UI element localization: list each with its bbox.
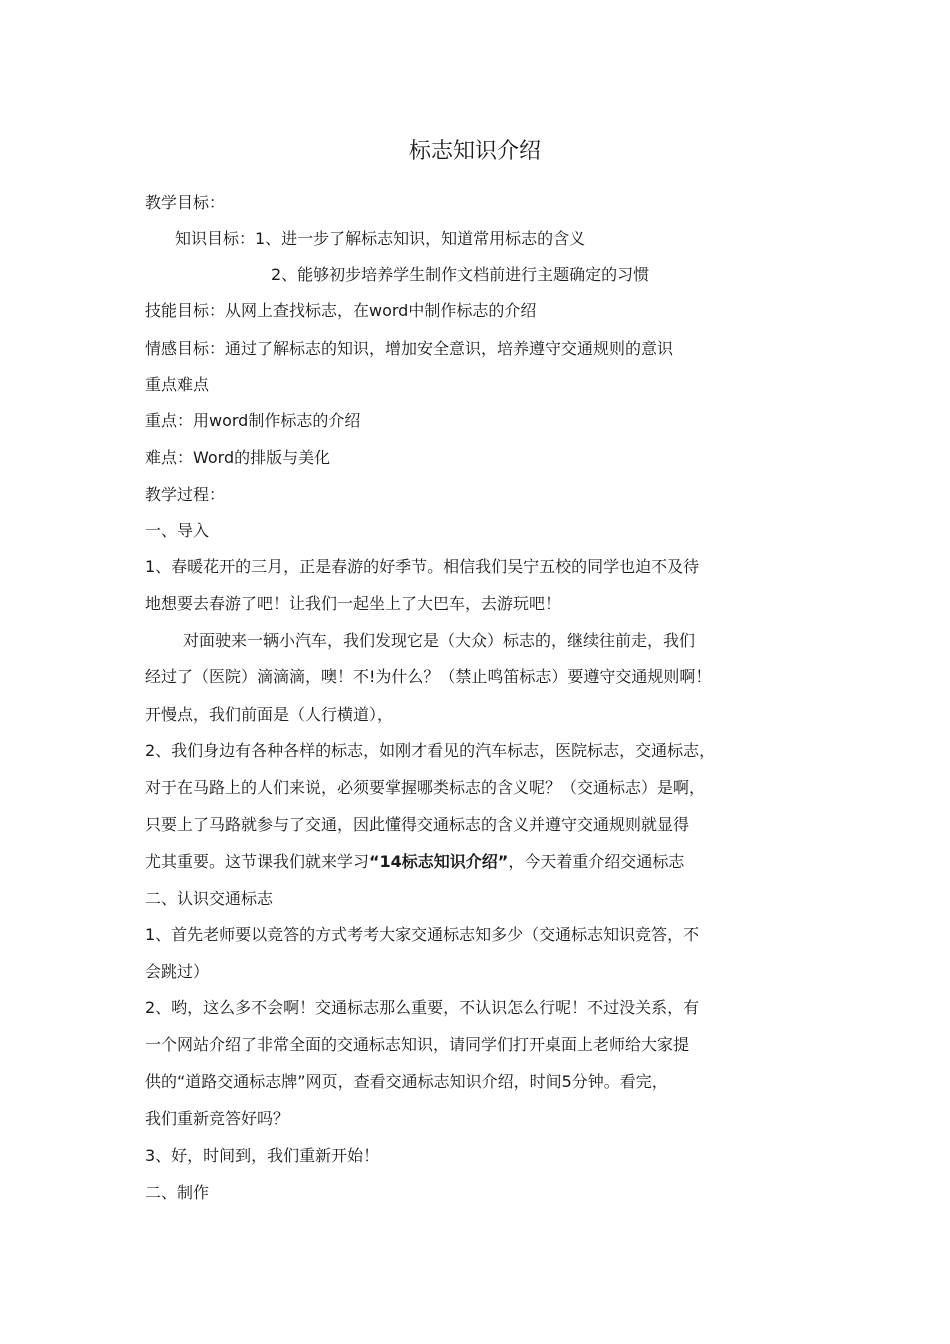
knowledge-objective-2: 2、能够初步培养学生制作文档前进行主题确定的习惯 [271,265,650,284]
section-heading-process: 教学过程： [145,485,226,504]
paragraph-line: 2、哟，这么多不会啊！交通标志那么重要，不认识怎么行呢！不过没关系，有 [145,998,700,1017]
emphasis-paragraph-line [145,851,825,873]
paragraph-line: 会跳过） [145,962,210,981]
paragraph-line: 对面驶来一辆小汽车，我们发现它是（大众）标志的，继续往前走，我们 [183,631,696,650]
paragraph-line: 1、春暖花开的三月，正是春游的好季节。相信我们吴宁五校的同学也迫不及待 [145,557,700,576]
skill-objective: 技能目标：从网上查找标志，在word中制作标志的介绍 [145,301,537,320]
section-heading-objectives: 教学目标： [145,193,226,212]
paragraph-line: 开慢点，我们前面是（人行横道）， [145,705,394,724]
paragraph-line: 3、好，时间到，我们重新开始！ [145,1146,380,1165]
paragraph-line: 经过了（医院）滴滴滴，噢！不!为什么？（禁止鸣笛标志）要遵守交通规则啊！ [145,667,712,686]
paragraph-line: 供的“道路交通标志牌”网页，查看交通标志知识介绍，时间5分钟。看完， [145,1072,668,1091]
emphasis-text-before: 尤其重要。这节课我们就来学习 [145,852,370,871]
paragraph-line: 1、首先老师要以竞答的方式考考大家交通标志知多少（交通标志知识竞答，不 [145,925,700,944]
difficult-point: 难点：Word的排版与美化 [145,448,331,467]
paragraph-line: 对于在马路上的人们来说，必须要掌握哪类标志的含义呢？（交通标志）是啊， [145,778,706,797]
knowledge-objective-1: 知识目标：1、进一步了解标志知识，知道常用标志的含义 [175,229,586,248]
paragraph-line: 一个网站介绍了非常全面的交通标志知识，请同学们打开桌面上老师给大家提 [145,1035,690,1054]
paragraph-line: 地想要去春游了吧！让我们一起坐上了大巴车，去游玩吧！ [145,594,562,613]
section-heading-traffic-signs: 二、认识交通标志 [145,889,274,908]
paragraph-line: 2、我们身边有各种各样的标志，如刚才看见的汽车标志，医院标志，交通标志， [145,741,716,760]
key-point: 重点：用word制作标志的介绍 [145,411,361,430]
paragraph-line: 只要上了马路就参与了交通，因此懂得交通标志的含义并遵守交通规则就显得 [145,815,690,834]
emotion-objective: 情感目标：通过了解标志的知识，增加安全意识，培养遵守交通规则的意识 [145,339,674,358]
section-heading-key-points: 重点难点 [145,375,210,394]
section-heading-intro: 一、导入 [145,521,210,540]
lesson-title-emphasis: “14标志知识介绍” [369,852,509,871]
emphasis-text-after: ，今天着重介绍交通标志 [508,852,685,871]
paragraph-line: 我们重新竞答好吗？ [145,1109,290,1128]
document-title: 标志知识介绍 [408,139,541,164]
section-heading-production: 二、制作 [145,1183,210,1202]
